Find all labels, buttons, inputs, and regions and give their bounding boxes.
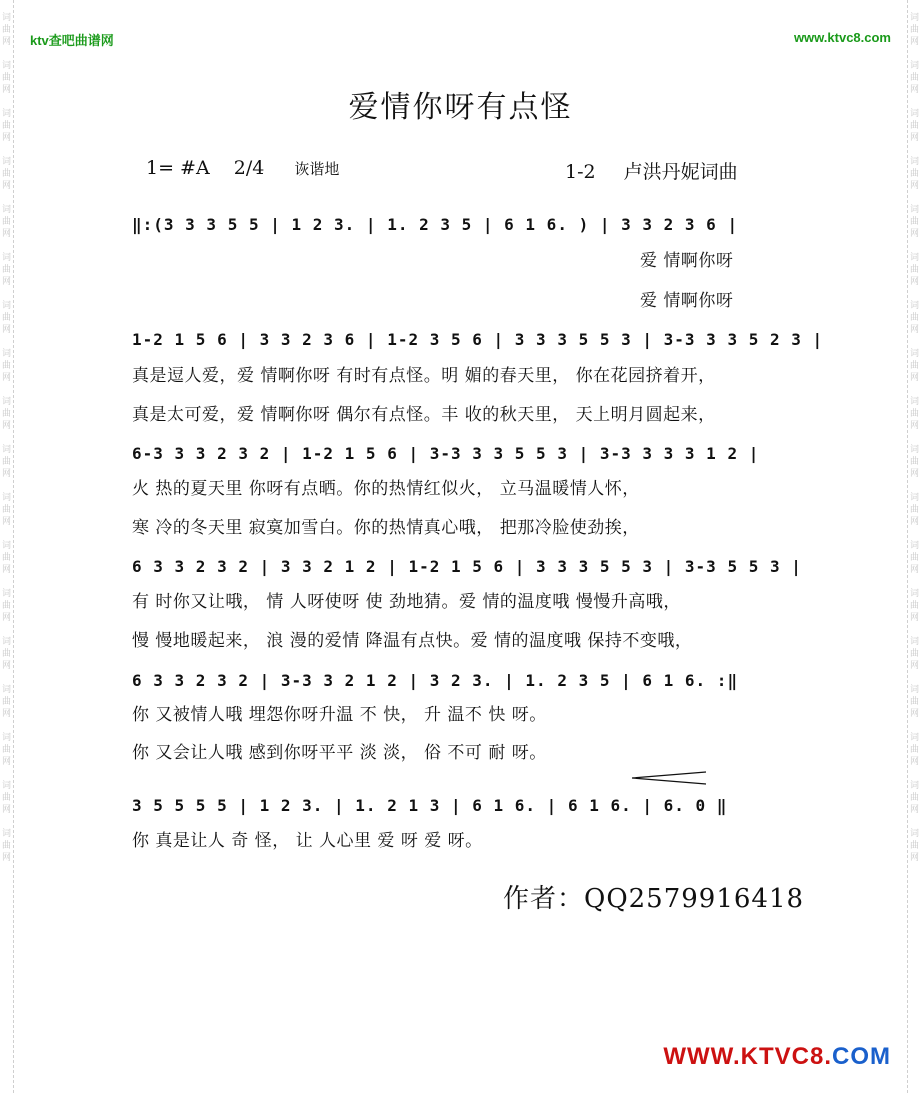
watermark-char: 词	[909, 349, 919, 359]
watermark-char: 词	[909, 445, 919, 455]
watermark-char: 网	[909, 85, 919, 95]
watermark-char: 曲	[1, 505, 11, 515]
footer-logo-tail: COM	[832, 1043, 891, 1070]
score-lyric-row-1a: 爱 情啊你呀	[640, 251, 734, 271]
watermark-char: 网	[909, 805, 919, 815]
watermark-char: 词	[1, 685, 11, 695]
watermark-char: 词	[1, 61, 11, 71]
watermark-char: 词	[909, 157, 919, 167]
watermark-char: 词	[909, 589, 919, 599]
watermark-char: 网	[1, 373, 11, 383]
song-meta-left	[146, 157, 357, 179]
watermark-mark	[0, 780, 13, 816]
watermark-mark	[0, 444, 13, 480]
watermark-mark	[908, 444, 921, 480]
watermark-char: 网	[1, 277, 11, 287]
watermark-char: 曲	[909, 793, 919, 803]
watermark-mark	[908, 12, 921, 48]
watermark-char: 曲	[1, 217, 11, 227]
watermark-mark	[0, 588, 13, 624]
credits: 卢洪丹妮词曲	[623, 161, 738, 183]
watermark-mark	[0, 252, 13, 288]
score-lyric-row-5b: 你 又会让人哦 感到你呀平平 淡 淡， 俗 不可 耐 呀。	[132, 743, 547, 763]
watermark-char: 网	[909, 661, 919, 671]
watermark-char: 曲	[1, 73, 11, 83]
watermark-char: 曲	[1, 649, 11, 659]
watermark-char: 曲	[909, 505, 919, 515]
watermark-char: 曲	[1, 169, 11, 179]
watermark-char: 词	[909, 61, 919, 71]
watermark-char: 词	[1, 589, 11, 599]
watermark-char: 词	[909, 541, 919, 551]
watermark-char: 词	[1, 13, 11, 23]
watermark-char: 词	[1, 445, 11, 455]
watermark-char: 网	[1, 709, 11, 719]
watermark-char: 网	[909, 853, 919, 863]
score-lyric-row-4a: 有 时你又让哦， 情 人呀使呀 使 劲地猜。爱 情的温度哦 慢慢升高哦，	[132, 592, 681, 612]
score-lyric-row-4b: 慢 慢地暖起来， 浪 漫的爱情 降温有点快。爱 情的温度哦 保持不变哦，	[132, 631, 693, 651]
watermark-char: 词	[1, 541, 11, 551]
watermark-char: 词	[1, 493, 11, 503]
watermark-char: 词	[909, 205, 919, 215]
watermark-mark	[908, 588, 921, 624]
watermark-mark	[0, 732, 13, 768]
watermark-char: 词	[909, 253, 919, 263]
tempo-marking: 诙谐地	[294, 160, 340, 178]
site-url-right[interactable]: www.ktvc8.com	[793, 30, 891, 45]
watermark-char: 网	[1, 469, 11, 479]
watermark-char: 曲	[909, 25, 919, 35]
watermark-char: 网	[1, 661, 11, 671]
watermark-char: 网	[1, 181, 11, 191]
site-name-left[interactable]: ktv查吧曲谱网	[30, 33, 114, 48]
watermark-char: 网	[1, 325, 11, 335]
watermark-char: 曲	[1, 457, 11, 467]
watermark-mark	[908, 492, 921, 528]
watermark-char: 曲	[1, 553, 11, 563]
watermark-char: 网	[1, 805, 11, 815]
watermark-char: 网	[1, 133, 11, 143]
score-notes-row-5: 6 3 3 2 3 2 | 3-3 3 2 1 2 | 3 2 3. | 1. 2 3 5 | 6 1 6. :‖	[132, 671, 739, 690]
watermark-mark	[0, 300, 13, 336]
watermark-char: 网	[1, 613, 11, 623]
watermark-char: 网	[909, 757, 919, 767]
watermark-char: 网	[909, 37, 919, 47]
footer-logo-main: WWW.KTVC8.	[663, 1043, 832, 1070]
watermark-char: 网	[1, 37, 11, 47]
watermark-char: 曲	[909, 265, 919, 275]
watermark-mark	[908, 540, 921, 576]
version-label: 1-2	[565, 161, 596, 183]
watermark-char: 网	[909, 613, 919, 623]
watermark-mark	[908, 732, 921, 768]
watermark-mark	[0, 540, 13, 576]
watermark-mark	[0, 204, 13, 240]
watermark-char: 词	[1, 205, 11, 215]
watermark-char: 词	[909, 13, 919, 23]
watermark-char: 网	[909, 133, 919, 143]
watermark-mark	[908, 780, 921, 816]
watermark-char: 曲	[1, 601, 11, 611]
watermark-char: 网	[909, 373, 919, 383]
watermark-char: 曲	[909, 217, 919, 227]
watermark-char: 网	[909, 325, 919, 335]
watermark-mark	[0, 156, 13, 192]
watermark-mark	[908, 300, 921, 336]
score-lyric-row-2b: 真是太可爱，爱 情啊你呀 偶尔有点怪。丰 收的秋天里， 天上明月圆起来，	[132, 405, 716, 425]
watermark-char: 词	[909, 637, 919, 647]
watermark-char: 网	[1, 517, 11, 527]
watermark-char: 曲	[909, 649, 919, 659]
watermark-char: 词	[1, 397, 11, 407]
watermark-mark	[908, 828, 921, 864]
score-lyric-row-6: 你 真是让人 奇 怪， 让 人心里 爱 呀 爱 呀。	[132, 831, 483, 851]
watermark-char: 曲	[909, 313, 919, 323]
watermark-char: 词	[909, 397, 919, 407]
watermark-char: 曲	[909, 697, 919, 707]
watermark-char: 曲	[909, 73, 919, 83]
watermark-char: 网	[909, 181, 919, 191]
watermark-char: 词	[909, 829, 919, 839]
watermark-char: 曲	[1, 313, 11, 323]
watermark-char: 曲	[909, 361, 919, 371]
watermark-char: 词	[909, 781, 919, 791]
watermark-char: 网	[1, 421, 11, 431]
watermark-char: 曲	[909, 745, 919, 755]
watermark-char: 曲	[909, 409, 919, 419]
watermark-char: 曲	[1, 409, 11, 419]
watermark-mark	[0, 12, 13, 48]
watermark-mark	[0, 348, 13, 384]
hairpin-icon	[630, 770, 710, 786]
watermark-char: 曲	[1, 265, 11, 275]
watermark-mark	[0, 492, 13, 528]
watermark-char: 网	[1, 565, 11, 575]
left-watermark-strip	[0, 0, 14, 1093]
watermark-mark	[908, 252, 921, 288]
watermark-char: 曲	[909, 601, 919, 611]
watermark-char: 词	[909, 301, 919, 311]
watermark-mark	[908, 396, 921, 432]
watermark-char: 曲	[909, 169, 919, 179]
score-notes-row-6: 3 5 5 5 5 | 1 2 3. | 1. 2 1 3 | 6 1 6. | 6 1 6. | 6. 0 ‖	[132, 796, 728, 815]
score-lyric-row-3b: 寒 冷的冬天里 寂寞加雪白。你的热情真心哦， 把那冷脸使劲挨，	[132, 518, 640, 538]
watermark-char: 网	[909, 277, 919, 287]
watermark-char: 网	[1, 757, 11, 767]
song-meta-right	[565, 157, 738, 184]
watermark-char: 词	[1, 109, 11, 119]
watermark-char: 网	[1, 229, 11, 239]
song-title: 爱情你呀有点怪	[348, 90, 573, 125]
score-lyric-row-2a: 真是逗人爱，爱 情啊你呀 有时有点怪。明 媚的春天里， 你在花园挤着开，	[132, 366, 716, 386]
watermark-mark	[908, 204, 921, 240]
watermark-mark	[908, 156, 921, 192]
key-signature: 1= #A	[146, 157, 210, 179]
watermark-char: 曲	[1, 25, 11, 35]
watermark-char: 词	[1, 781, 11, 791]
watermark-mark	[908, 348, 921, 384]
watermark-char: 曲	[909, 553, 919, 563]
watermark-char: 词	[1, 829, 11, 839]
watermark-mark	[0, 636, 13, 672]
watermark-mark	[0, 396, 13, 432]
watermark-char: 曲	[1, 697, 11, 707]
watermark-char: 网	[909, 421, 919, 431]
score-notes-row-1: ‖:(3 3 3 5 5 | 1 2 3. | 1. 2 3 5 | 6 1 6. ) | 3 3 2 3 6 |	[132, 215, 739, 234]
score-notes-row-4: 6 3 3 2 3 2 | 3 3 2 1 2 | 1-2 1 5 6 | 3 3 3 5 5 3 | 3-3 5 5 3 |	[132, 557, 802, 576]
watermark-char: 网	[909, 229, 919, 239]
watermark-char: 网	[909, 565, 919, 575]
watermark-char: 词	[1, 253, 11, 263]
watermark-mark	[908, 636, 921, 672]
watermark-char: 网	[909, 517, 919, 527]
score-notes-row-2: 1-2 1 5 6 | 3 3 2 3 6 | 1-2 3 5 6 | 3 3 3 5 5 3 | 3-3 3 3 5 2 3 |	[132, 330, 824, 349]
watermark-char: 网	[909, 469, 919, 479]
watermark-char: 词	[1, 637, 11, 647]
watermark-char: 词	[909, 109, 919, 119]
watermark-char: 词	[909, 685, 919, 695]
watermark-char: 网	[1, 853, 11, 863]
watermark-char: 词	[1, 349, 11, 359]
watermark-char: 曲	[909, 121, 919, 131]
watermark-char: 曲	[1, 841, 11, 851]
time-signature: 2/4	[233, 157, 265, 179]
watermark-char: 词	[1, 157, 11, 167]
watermark-char: 词	[909, 493, 919, 503]
watermark-char: 曲	[909, 457, 919, 467]
watermark-char: 词	[909, 733, 919, 743]
watermark-char: 曲	[1, 745, 11, 755]
right-watermark-strip	[907, 0, 921, 1093]
watermark-char: 词	[1, 301, 11, 311]
score-notes-row-3: 6-3 3 3 2 3 2 | 1-2 1 5 6 | 3-3 3 3 5 5 3 | 3-3 3 3 3 1 2 |	[132, 444, 760, 463]
author-line: 作者：QQ2579916418	[503, 884, 805, 914]
watermark-mark	[908, 684, 921, 720]
watermark-char: 曲	[909, 841, 919, 851]
score-lyric-row-5a: 你 又被情人哦 埋怨你呀升温 不 快， 升 温不 快 呀。	[132, 705, 547, 725]
score-lyric-row-3a: 火 热的夏天里 你呀有点晒。你的热情红似火， 立马温暖情人怀，	[132, 479, 640, 499]
watermark-mark	[0, 828, 13, 864]
score-lyric-row-1b: 爱 情啊你呀	[640, 291, 734, 311]
watermark-char: 网	[1, 85, 11, 95]
watermark-mark	[0, 684, 13, 720]
watermark-char: 网	[909, 709, 919, 719]
watermark-char: 曲	[1, 121, 11, 131]
watermark-char: 曲	[1, 361, 11, 371]
footer-logo[interactable]	[663, 1043, 891, 1071]
watermark-char: 词	[1, 733, 11, 743]
watermark-char: 曲	[1, 793, 11, 803]
